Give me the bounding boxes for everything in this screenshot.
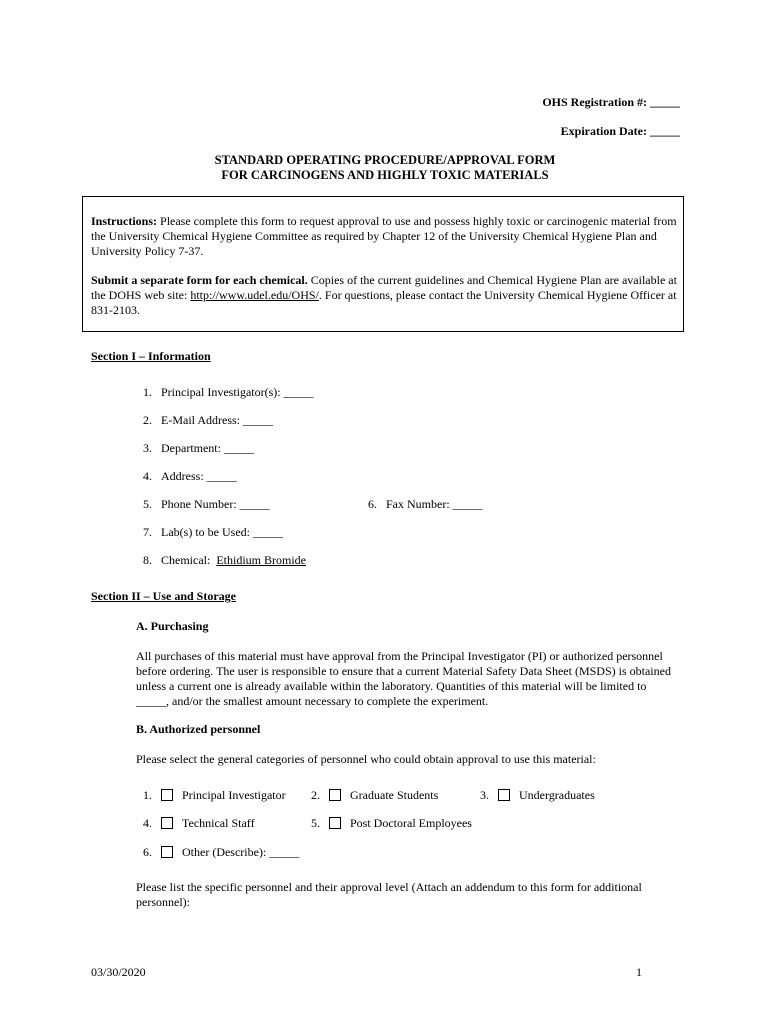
checkbox-other[interactable]	[161, 846, 173, 858]
authorized-personnel-heading: B. Authorized personnel	[136, 722, 261, 736]
category-number: 5.	[311, 816, 320, 830]
form-title-line1: STANDARD OPERATING PROCEDURE/APPROVAL FORM	[214, 153, 556, 167]
instructions-label: Instructions:	[91, 214, 158, 228]
checkbox-post-doctoral[interactable]	[329, 817, 341, 829]
category-number: 4.	[143, 816, 152, 830]
category-number: 6.	[143, 845, 152, 859]
item-label: Address: _____	[161, 469, 237, 483]
item-number: 4.	[143, 469, 152, 483]
category-label: Principal Investigator	[182, 788, 286, 802]
purchasing-text: All purchases of this material must have approval from the Principal Investigator (PI) or authorized personnel before ordering. The user is responsible to ensure that a current Material Safety Data Sheet (MSDS) is obtained unless a current one is already available within the laboratory. Quantities of this material will be limited to _____, and/or the smallest amount necessary to complete the experiment.	[136, 649, 671, 708]
email-field[interactable]	[143, 413, 273, 428]
submit-label: Submit a separate form for each chemical.	[91, 273, 308, 287]
category-number: 1.	[143, 788, 152, 802]
phone-field[interactable]	[143, 497, 270, 512]
item-number: 5.	[143, 497, 152, 511]
contact-text: . For questions, please contact the University Chemical Hygiene Officer at 831-2103.	[91, 288, 677, 317]
personnel-list-text: Please list the specific personnel and their approval level (Attach an addendum to this form for additional personnel):	[136, 880, 642, 909]
section2-heading: Section II – Use and Storage	[91, 589, 237, 603]
category-number: 3.	[480, 788, 489, 802]
item-label: Fax Number: _____	[386, 497, 483, 511]
checkbox-technical-staff[interactable]	[161, 817, 173, 829]
item-number: 2.	[143, 413, 152, 427]
instructions-text: Please complete this form to request approval to use and possess highly toxic or carcinogenic material from the University Chemical Hygiene Committee as required by Chapter 12 of the University Chemical Hygiene Plan and University Policy 7-37.	[91, 214, 677, 258]
item-number: 1.	[143, 385, 152, 399]
pi-field[interactable]	[143, 385, 314, 400]
checkbox-principal-investigator[interactable]	[161, 789, 173, 801]
page-number: 1	[636, 965, 642, 979]
category-number: 2.	[311, 788, 320, 802]
form-title-line2: FOR CARCINOGENS AND HIGHLY TOXIC MATERIALS	[221, 168, 549, 182]
footer-date: 03/30/2020	[91, 965, 146, 979]
item-number: 8.	[143, 553, 152, 567]
item-number: 3.	[143, 441, 152, 455]
item-label: Department: _____	[161, 441, 254, 455]
category-label: Undergraduates	[519, 788, 595, 802]
expiration-date-field[interactable]: Expiration Date: _____	[560, 124, 680, 138]
item-number: 6.	[368, 497, 377, 511]
authorized-personnel-text: Please select the general categories of personnel who could obtain approval to use this material:	[136, 752, 596, 766]
submit-paragraph	[91, 273, 681, 318]
item-label: E-Mail Address: _____	[161, 413, 273, 427]
item-label: Principal Investigator(s): _____	[161, 385, 314, 399]
item-label: Chemical:	[161, 553, 211, 567]
lab-field[interactable]	[143, 525, 283, 540]
category-other	[143, 845, 299, 860]
fax-field[interactable]	[368, 497, 483, 512]
item-label: Phone Number: _____	[161, 497, 270, 511]
section1-heading: Section I – Information	[91, 349, 211, 363]
submit-text: Copies of the current guidelines and Chemical Hygiene Plan are available at the DOHS web site:	[91, 273, 677, 302]
checkbox-undergraduates[interactable]	[498, 789, 510, 801]
category-pi	[143, 788, 286, 803]
department-field[interactable]	[143, 441, 254, 456]
checkbox-graduate-students[interactable]	[329, 789, 341, 801]
category-grad	[311, 788, 438, 803]
address-field[interactable]	[143, 469, 237, 484]
category-label[interactable]: Other (Describe): _____	[182, 845, 300, 859]
category-tech	[143, 816, 255, 831]
dohs-link[interactable]: http://www.udel.edu/OHS/	[190, 288, 319, 302]
category-label: Post Doctoral Employees	[350, 816, 472, 830]
item-number: 7.	[143, 525, 152, 539]
category-label: Graduate Students	[350, 788, 439, 802]
category-undergrad	[480, 788, 595, 803]
category-postdoc	[311, 816, 472, 831]
category-label: Technical Staff	[182, 816, 255, 830]
chemical-value: Ethidium Bromide	[216, 553, 306, 567]
chemical-field[interactable]	[143, 553, 306, 568]
purchasing-heading: A. Purchasing	[136, 619, 209, 633]
item-label: Lab(s) to be Used: _____	[161, 525, 283, 539]
instructions-paragraph	[91, 214, 677, 259]
registration-field[interactable]: OHS Registration #: _____	[542, 95, 680, 109]
